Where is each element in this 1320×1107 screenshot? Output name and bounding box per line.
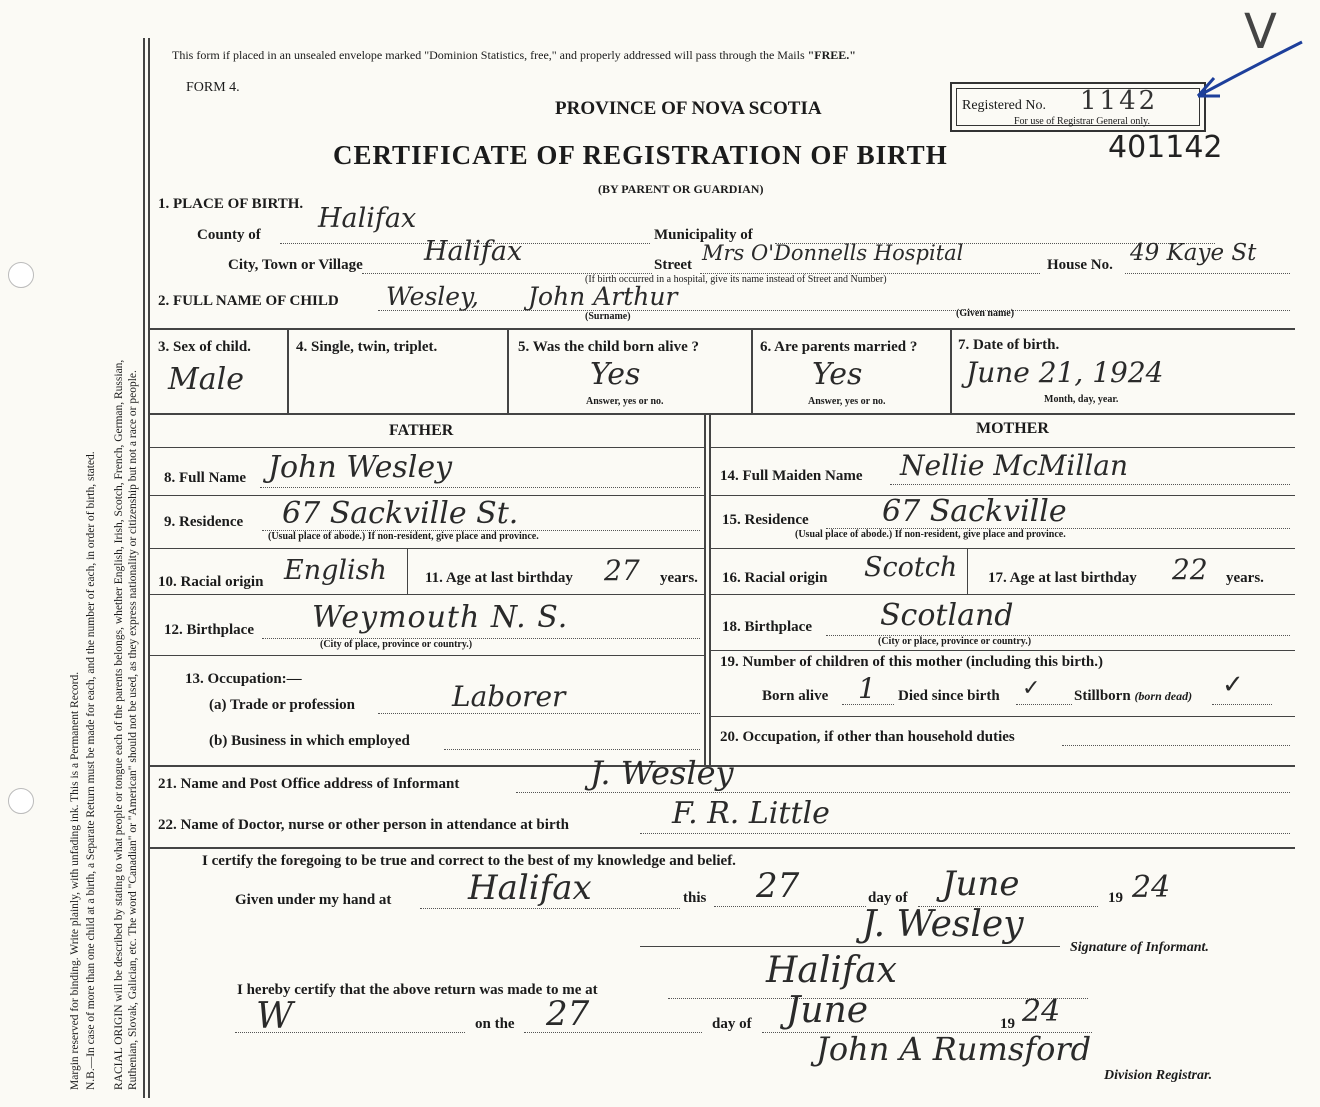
- father-age-label: 11. Age at last birthday: [425, 570, 573, 586]
- dob-label: 7. Date of birth.: [958, 337, 1060, 353]
- given-month: June: [942, 864, 1020, 904]
- registrar-place: Halifax: [766, 950, 897, 991]
- father-birthplace-label: 12. Birthplace: [164, 622, 254, 638]
- registered-box: [950, 82, 1206, 132]
- house-value: 49 Kaye St: [1130, 240, 1257, 266]
- business-label: (b) Business in which employed: [209, 733, 410, 749]
- day-of-label: day of: [868, 890, 908, 906]
- mother-heading: MOTHER: [976, 420, 1049, 437]
- stamped-number: 401142: [1108, 130, 1223, 165]
- informant-value: J. Wesley: [590, 754, 734, 792]
- province-heading: PROVINCE OF NOVA SCOTIA: [555, 98, 822, 119]
- mother-name: Nellie McMillan: [900, 449, 1129, 482]
- father-age-unit: years.: [660, 570, 698, 586]
- certify-statement: I certify the foregoing to be true and correct to the best of my knowledge and belief.: [202, 853, 736, 869]
- father-residence: 67 Sackville St.: [282, 496, 519, 531]
- sex-label: 3. Sex of child.: [158, 339, 251, 355]
- father-name-label: 8. Full Name: [164, 470, 247, 486]
- signature-caption: Signature of Informant.: [1070, 940, 1209, 955]
- mother-birthplace-caption: (City or place, province or country.): [878, 636, 1032, 647]
- blue-arrow-icon: [1180, 38, 1310, 108]
- city-label: City, Town or Village: [228, 257, 363, 273]
- father-residence-label: 9. Residence: [164, 514, 244, 530]
- child-given-name: John Arthur: [528, 282, 678, 311]
- hospital-note: (If birth occurred in a hospital, give its name instead of Street and Number): [585, 274, 887, 285]
- registrar-year-prefix: 19: [1000, 1016, 1015, 1032]
- municipality-label: Municipality of: [654, 227, 753, 243]
- trade-value: Laborer: [452, 680, 566, 713]
- binder-hole-top: [8, 262, 34, 288]
- stillborn-label-text: Stillborn: [1074, 688, 1131, 704]
- registrar-month: June: [786, 990, 869, 1031]
- mother-residence-caption: (Usual place of abode.) If non-resident, give place and province.: [795, 529, 1066, 540]
- binder-hole-bottom: [8, 788, 34, 814]
- left-rule-2: [148, 38, 150, 1098]
- father-name: John Wesley: [268, 450, 453, 485]
- child-name-label: 2. FULL NAME OF CHILD: [158, 293, 339, 309]
- children-label: 19. Number of children of this mother (including this birth.): [720, 654, 1103, 670]
- margin-text-4: Ruthenian, Slovak, Galician, etc. The word "Canadian" or "American" should not be used, as they express nationality or citizenship but not a race or people.: [127, 370, 139, 1090]
- born-alive-value: 1: [858, 672, 876, 705]
- died-since-birth-label: Died since birth: [898, 688, 1000, 704]
- married-label: 6. Are parents married ?: [760, 339, 918, 355]
- registrar-day: 27: [546, 994, 590, 1034]
- registrar-signature: John A Rumsford: [816, 1030, 1092, 1068]
- registrar-statement: I hereby certify that the above return was made to me at: [237, 982, 598, 998]
- county-value: Halifax: [318, 203, 417, 234]
- doctor-label: 22. Name of Doctor, nurse or other person in attendance at birth: [158, 817, 569, 833]
- certificate-title: CERTIFICATE OF REGISTRATION OF BIRTH: [333, 140, 948, 170]
- left-rule-1: [143, 38, 145, 1098]
- mother-race: Scotch: [864, 552, 958, 583]
- mother-age: 22: [1172, 553, 1208, 586]
- mother-birthplace-label: 18. Birthplace: [722, 619, 812, 635]
- mother-occupation-label: 20. Occupation, if other than household duties: [720, 729, 1015, 745]
- married-caption: Answer, yes or no.: [808, 396, 886, 407]
- certificate-subtitle: (BY PARENT OR GUARDIAN): [598, 182, 764, 196]
- doctor-value: F. R. Little: [672, 796, 830, 831]
- informant-label: 21. Name and Post Office address of Informant: [158, 776, 460, 792]
- mother-race-label: 16. Racial origin: [722, 570, 828, 586]
- dob-caption: Month, day, year.: [1044, 394, 1119, 405]
- given-under-label: Given under my hand at: [235, 892, 392, 908]
- year-prefix: 19: [1108, 890, 1123, 906]
- informant-signature: J. Wesley: [862, 904, 1024, 945]
- alive-label: 5. Was the child born alive ?: [518, 339, 699, 355]
- this-label: this: [683, 890, 707, 906]
- street-value: Mrs O'Donnells Hospital: [702, 241, 964, 265]
- father-race-label: 10. Racial origin: [158, 574, 264, 590]
- father-age: 27: [604, 554, 640, 587]
- registered-note: For use of Registrar General only.: [1014, 116, 1150, 127]
- margin-text-1: Margin reserved for binding. Write plainly, with unfading ink. This is a Permanent Record.: [69, 671, 81, 1090]
- registrar-year-suffix: 24: [1022, 994, 1061, 1029]
- child-surname: Wesley,: [386, 282, 479, 311]
- mother-age-label: 17. Age at last birthday: [988, 570, 1137, 586]
- registrar-initial: W: [256, 996, 294, 1037]
- registrar-day-of-label: day of: [712, 1016, 752, 1032]
- year-suffix: 24: [1132, 870, 1171, 905]
- alive-value: Yes: [590, 357, 641, 392]
- plurality-label: 4. Single, twin, triplet.: [296, 339, 438, 355]
- registered-number: 1142: [1080, 86, 1159, 116]
- given-name-caption: (Given name): [956, 308, 1015, 319]
- father-birthplace-caption: (City of place, province or country.): [320, 639, 473, 650]
- margin-text-2: N.B.—In case of more than one child at a birth, a Separate Return must be made for each, and the number of each, in order of birth, stated.: [85, 451, 97, 1090]
- house-label: House No.: [1047, 257, 1113, 273]
- margin-text-3: RACIAL ORIGIN will be described by stating to what people or tongue each of the parents belongs, whether English, Irish, Scotch, French, German, Russian,: [113, 359, 125, 1090]
- father-birthplace: Weymouth N. S.: [312, 600, 569, 635]
- married-value: Yes: [812, 357, 863, 392]
- city-value: Halifax: [424, 236, 523, 267]
- mother-residence: 67 Sackville: [882, 494, 1067, 529]
- trade-label: (a) Trade or profession: [209, 697, 355, 713]
- form-label: FORM 4.: [186, 80, 240, 95]
- given-day: 27: [756, 866, 800, 906]
- mailing-notice: [172, 48, 856, 63]
- street-label: Street: [654, 257, 693, 273]
- born-alive-label: Born alive: [762, 688, 829, 704]
- father-occupation-label: 13. Occupation:—: [185, 671, 302, 687]
- registered-label: Registered No.: [962, 98, 1046, 113]
- father-residence-caption: (Usual place of abode.) If non-resident, give place and province.: [268, 531, 539, 542]
- county-label: County of: [197, 227, 261, 243]
- mother-residence-label: 15. Residence: [722, 512, 809, 528]
- father-race: English: [284, 555, 387, 586]
- stillborn-label: [1074, 688, 1192, 705]
- given-place: Halifax: [468, 868, 592, 908]
- stillborn-note: (born dead): [1134, 689, 1193, 703]
- died-since-birth-value: ✓: [1022, 676, 1041, 701]
- dob-value: June 21, 1924: [966, 356, 1164, 389]
- alive-caption: Answer, yes or no.: [586, 396, 664, 407]
- registrar-checkmark: V: [1244, 4, 1277, 60]
- mailing-notice-free: "FREE.": [807, 48, 856, 62]
- stillborn-value: ✓: [1222, 670, 1244, 700]
- sex-value: Male: [168, 362, 244, 397]
- surname-caption: (Surname): [585, 311, 631, 322]
- father-heading: FATHER: [389, 422, 454, 439]
- place-of-birth-heading: 1. PLACE OF BIRTH.: [158, 196, 304, 212]
- mailing-notice-text: This form if placed in an unsealed envelope marked "Dominion Statistics, free," and properly addressed will pass through the Mails: [172, 48, 805, 62]
- mother-name-label: 14. Full Maiden Name: [720, 468, 863, 484]
- mother-birthplace: Scotland: [880, 598, 1014, 633]
- on-the-label: on the: [475, 1016, 515, 1032]
- division-registrar-caption: Division Registrar.: [1104, 1068, 1213, 1083]
- mother-age-unit: years.: [1226, 570, 1264, 586]
